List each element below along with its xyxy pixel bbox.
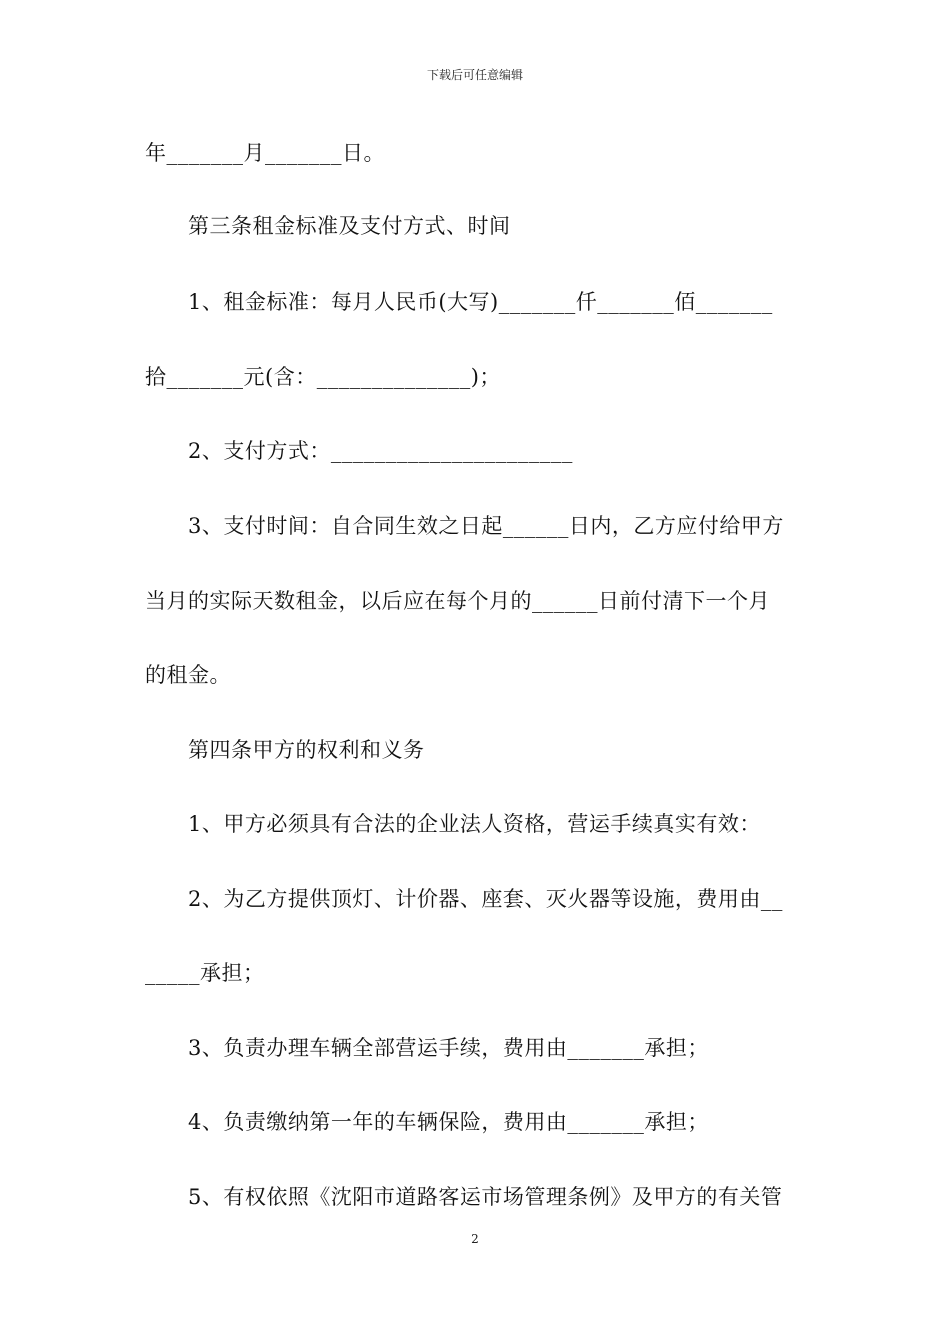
date-line: 年_______月_______日。 bbox=[145, 141, 385, 165]
rent-standard-continued: 拾_______元(含：______________)； bbox=[145, 365, 501, 389]
page-number: 2 bbox=[471, 1232, 479, 1246]
payment-time-end: 的租金。 bbox=[145, 663, 231, 687]
article-3-heading: 第三条租金标准及支付方式、时间 bbox=[188, 214, 511, 238]
clause-4-2-continued: _____承担； bbox=[145, 961, 265, 985]
clause-4-3: 3、负责办理车辆全部营运手续，费用由_______承担； bbox=[188, 1036, 709, 1060]
payment-time-line: 3、支付时间：自合同生效之日起______日内，乙方应付给甲方 bbox=[188, 514, 784, 538]
payment-time-continued: 当月的实际天数租金，以后应在每个月的______日前付清下一个月 bbox=[145, 589, 770, 613]
clause-4-5: 5、有权依照《沈阳市道路客运市场管理条例》及甲方的有关管 bbox=[188, 1185, 783, 1209]
article-4-heading: 第四条甲方的权利和义务 bbox=[188, 738, 425, 762]
clause-4-1: 1、甲方必须具有合法的企业法人资格，营运手续真实有效： bbox=[188, 812, 761, 836]
payment-method-line: 2、支付方式：______________________ bbox=[188, 439, 573, 463]
clause-4-4: 4、负责缴纳第一年的车辆保险，费用由_______承担； bbox=[188, 1110, 709, 1134]
page-header: 下载后可任意编辑 bbox=[426, 68, 523, 82]
rent-standard-line: 1、租金标准：每月人民币(大写)_______仟_______佰_______ bbox=[188, 290, 773, 314]
clause-4-2: 2、为乙方提供顶灯、计价器、座套、灭火器等设施，费用由__ bbox=[188, 887, 783, 911]
